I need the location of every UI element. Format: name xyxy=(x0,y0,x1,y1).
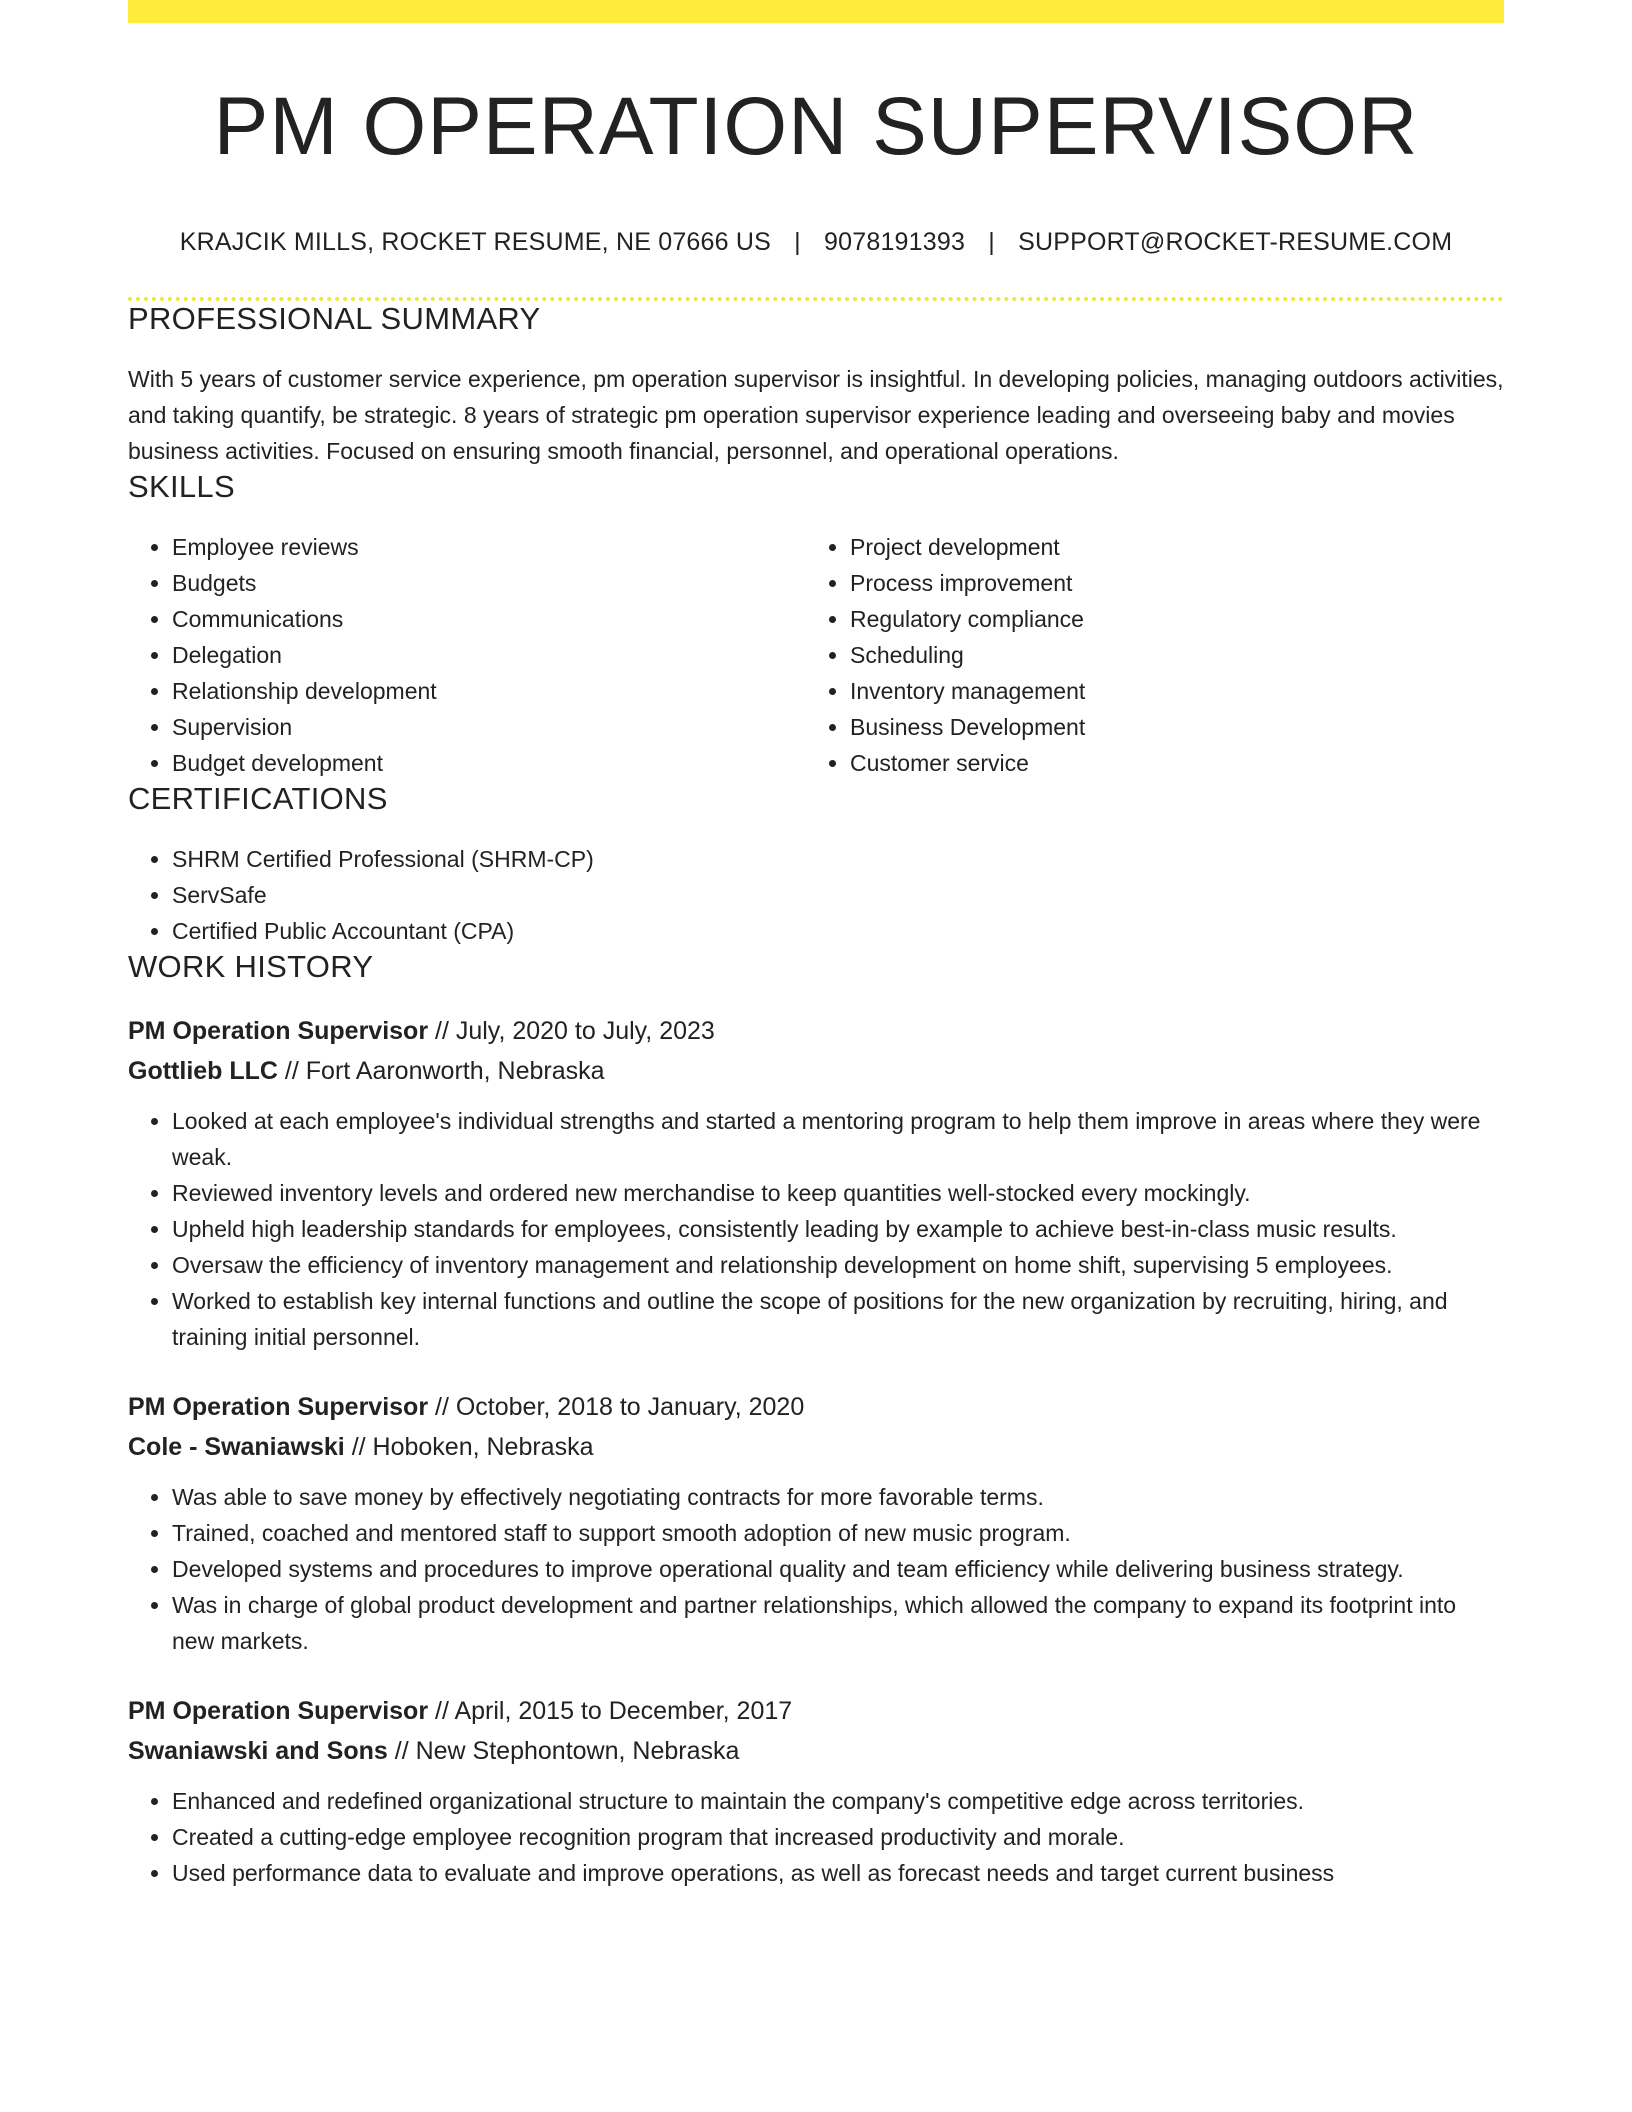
job-location: // Hoboken, Nebraska xyxy=(344,1433,594,1461)
contact-line xyxy=(128,228,1504,257)
work-history-heading: WORK HISTORY xyxy=(128,949,374,984)
skill-item: • Relationship development xyxy=(172,673,806,709)
contact-separator: | xyxy=(794,228,801,256)
skill-item: • Customer service xyxy=(850,745,1484,781)
job-bullet: • Trained, coached and mentored staff to support smooth adoption of new music program. xyxy=(172,1515,1504,1551)
job-bullet: • Worked to establish key internal functions and outline the scope of positions for the new organization by recruiting, hiring, and training initial personnel. xyxy=(172,1283,1504,1355)
job-company: Gottlieb LLC xyxy=(128,1057,278,1085)
job-bullet: • Upheld high leadership standards for employees, consistently leading by example to achieve best-in-class music results. xyxy=(172,1211,1504,1247)
accent-bar xyxy=(128,0,1504,23)
summary-heading: PROFESSIONAL SUMMARY xyxy=(128,301,541,336)
skills-heading: SKILLS xyxy=(128,469,235,504)
job-company-line xyxy=(128,1731,1504,1771)
skill-item: • Supervision xyxy=(172,709,806,745)
skill-item: • Business Development xyxy=(850,709,1484,745)
job-bullets xyxy=(128,1479,1504,1659)
certification-item: • SHRM Certified Professional (SHRM-CP) xyxy=(172,841,1504,877)
job-bullet: • Created a cutting-edge employee recognition program that increased productivity and morale. xyxy=(172,1819,1504,1855)
job-bullet: • Enhanced and redefined organizational structure to maintain the company's competitive edge across territories. xyxy=(172,1783,1504,1819)
certifications-heading: CERTIFICATIONS xyxy=(128,781,388,816)
certification-item: • Certified Public Accountant (CPA) xyxy=(172,913,1504,949)
job-dates: // April, 2015 to December, 2017 xyxy=(428,1697,793,1725)
contact-email[interactable]: SUPPORT@ROCKET-RESUME.COM xyxy=(1018,228,1453,256)
job-bullet: • Was in charge of global product development and partner relationships, which allowed the company to expand its footprint into new markets. xyxy=(172,1587,1504,1659)
skill-item: • Inventory management xyxy=(850,673,1484,709)
job-title: PM Operation Supervisor xyxy=(128,1697,429,1725)
job-title: PM Operation Supervisor xyxy=(128,1017,429,1045)
job-bullet: • Developed systems and procedures to improve operational quality and team efficiency while delivering business strategy. xyxy=(172,1551,1504,1587)
job-company: Swaniawski and Sons xyxy=(128,1737,388,1765)
job-dates: // July, 2020 to July, 2023 xyxy=(428,1017,715,1045)
job-bullet: • Was able to save money by effectively negotiating contracts for more favorable terms. xyxy=(172,1479,1504,1515)
certifications-list xyxy=(128,841,1504,949)
resume-page xyxy=(128,0,1504,1891)
job-entry xyxy=(128,1387,1504,1659)
skills-right-column xyxy=(806,529,1484,781)
job-bullets xyxy=(128,1103,1504,1355)
skill-item: • Project development xyxy=(850,529,1484,565)
skill-item: • Budgets xyxy=(172,565,806,601)
job-entry xyxy=(128,1011,1504,1355)
job-bullet: • Looked at each employee's individual strengths and started a mentoring program to help them improve in areas where they were weak. xyxy=(172,1103,1504,1175)
job-entry xyxy=(128,1691,1504,1891)
skill-item: • Scheduling xyxy=(850,637,1484,673)
skills-left-column xyxy=(128,529,806,781)
job-title-line xyxy=(128,1011,1504,1051)
skills-columns xyxy=(128,529,1504,781)
job-location: // New Stephontown, Nebraska xyxy=(387,1737,740,1765)
resume-title: PM OPERATION SUPERVISOR xyxy=(213,81,1419,172)
job-company-line xyxy=(128,1427,1504,1467)
job-bullet: • Reviewed inventory levels and ordered new merchandise to keep quantities well-stocked every mockingly. xyxy=(172,1175,1504,1211)
skill-item: • Communications xyxy=(172,601,806,637)
summary-text: With 5 years of customer service experience, pm operation supervisor is insightful. In developing policies, managing outdoors activities, and taking quantify, be strategic. 8 years of strategic pm operation supervisor experience leading and overseeing baby and movies business activities. Focused on ensuring smooth financial, personnel, and operational operations. xyxy=(128,366,1504,464)
job-title-line xyxy=(128,1387,1504,1427)
contact-phone[interactable]: 9078191393 xyxy=(824,228,966,256)
skill-item: • Budget development xyxy=(172,745,806,781)
contact-address: KRAJCIK MILLS, ROCKET RESUME, NE 07666 US xyxy=(179,228,772,256)
job-title: PM Operation Supervisor xyxy=(128,1393,429,1421)
certification-item: • ServSafe xyxy=(172,877,1504,913)
job-title-line xyxy=(128,1691,1504,1731)
job-company: Cole - Swaniawski xyxy=(128,1433,345,1461)
job-bullet: • Oversaw the efficiency of inventory management and relationship development on home shift, supervising 5 employees. xyxy=(172,1247,1504,1283)
contact-separator: | xyxy=(988,228,995,256)
skill-item: • Regulatory compliance xyxy=(850,601,1484,637)
skill-item: • Process improvement xyxy=(850,565,1484,601)
job-location: // Fort Aaronworth, Nebraska xyxy=(277,1057,605,1085)
skill-item: • Delegation xyxy=(172,637,806,673)
job-company-line xyxy=(128,1051,1504,1091)
skill-item: • Employee reviews xyxy=(172,529,806,565)
job-dates: // October, 2018 to January, 2020 xyxy=(428,1393,805,1421)
job-bullet: • Used performance data to evaluate and improve operations, as well as forecast needs and target current business xyxy=(172,1855,1504,1891)
job-bullets xyxy=(128,1783,1504,1891)
